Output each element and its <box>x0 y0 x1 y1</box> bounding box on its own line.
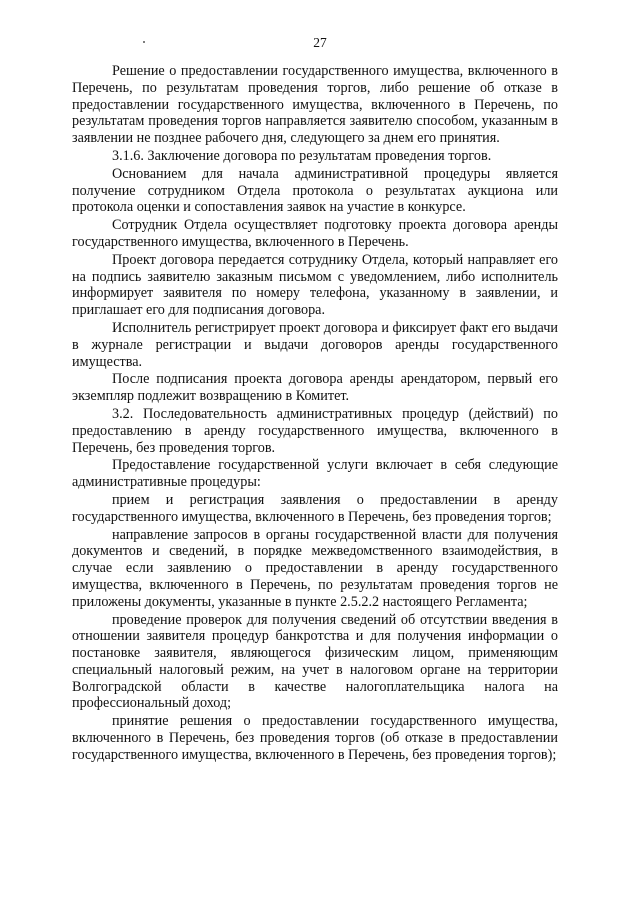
paragraph-decision-sent: Решение о предоставлении государственного имущества, включенного в Перечень, по результатам проведения торгов, либо решение об отказе в предоставлении государственного имущества, включенного в Перечень, по результатам проведения торгов направляется заявителю способом, указанным в заявлении не позднее рабочего дня, следующего за днем его принятия. <box>72 63 558 147</box>
paragraph-basis: Основанием для начала административной процедуры является получение сотрудником Отдела протокола о результатах аукциона или протокола оценки и сопоставления заявок на участие в конкурсе. <box>72 165 558 216</box>
paragraph-heading-3-1-6: 3.1.6. Заключение договора по результатам проведения торгов. <box>112 147 492 164</box>
paragraph-heading-3-2: 3.2. Последовательность административных процедур (действий) по предоставлению в аренду государственного имущества, включенного в Перечень, без проведения торгов. <box>72 405 558 456</box>
paragraph-return-copy: После подписания проекта договора аренды арендатором, первый его экземпляр подлежит возвращению в Комитет. <box>72 371 558 405</box>
list-item-requests: направление запросов в органы государственной власти для получения документов и сведений, в порядке межведомственного взаимодействия, в случае если заявлению о предоставлении в аренду государственного имущества, включенного в Перечень, по результатам проведения торгов не приложены документы, указанные в пункте 2.5.2.2 настоящего Регламента; <box>72 526 558 610</box>
document-body <box>72 63 558 765</box>
paragraph-procedures-intro: Предоставление государственной услуги включает в себя следующие административные процедуры: <box>72 457 558 491</box>
paragraph-registration: Исполнитель регистрирует проект договора и фиксирует факт его выдачи в журнале регистрации и выдачи договоров аренды государственного имущества. <box>72 319 558 370</box>
page-number: 27 <box>313 35 327 50</box>
paragraph-draft-preparation: Сотрудник Отдела осуществляет подготовку проекта договора аренды государственного имущества, включенного в Перечень. <box>72 217 558 250</box>
list-item-reception: прием и регистрация заявления о предоставлении в аренду государственного имущества, включенного в Перечень, без проведения торгов; <box>72 491 558 525</box>
paragraph-draft-transfer: Проект договора передается сотруднику Отдела, который направляет его на подпись заявителю заказным письмом с уведомлением, либо исполнитель информирует заявителя по номеру телефона, указанному в заявлении, и приглашает его для подписания договора. <box>72 251 558 319</box>
list-item-decision: принятие решения о предоставлении государственного имущества, включенного в Перечень, без проведения торгов (об отказе в предоставлении государственного имущества, включенного в Перечень, без проведения торгов); <box>72 713 558 763</box>
list-item-checks: проведение проверок для получения сведений об отсутствии введения в отношении заявителя процедур банкротства и для получения информации о постановке заявителя, являющегося физическим лицом, применяющим специальный налоговый режим, на учет в налоговом органе на территории Волгоградской области в качестве налогоплательщика налога на профессиональный доход; <box>72 611 558 712</box>
